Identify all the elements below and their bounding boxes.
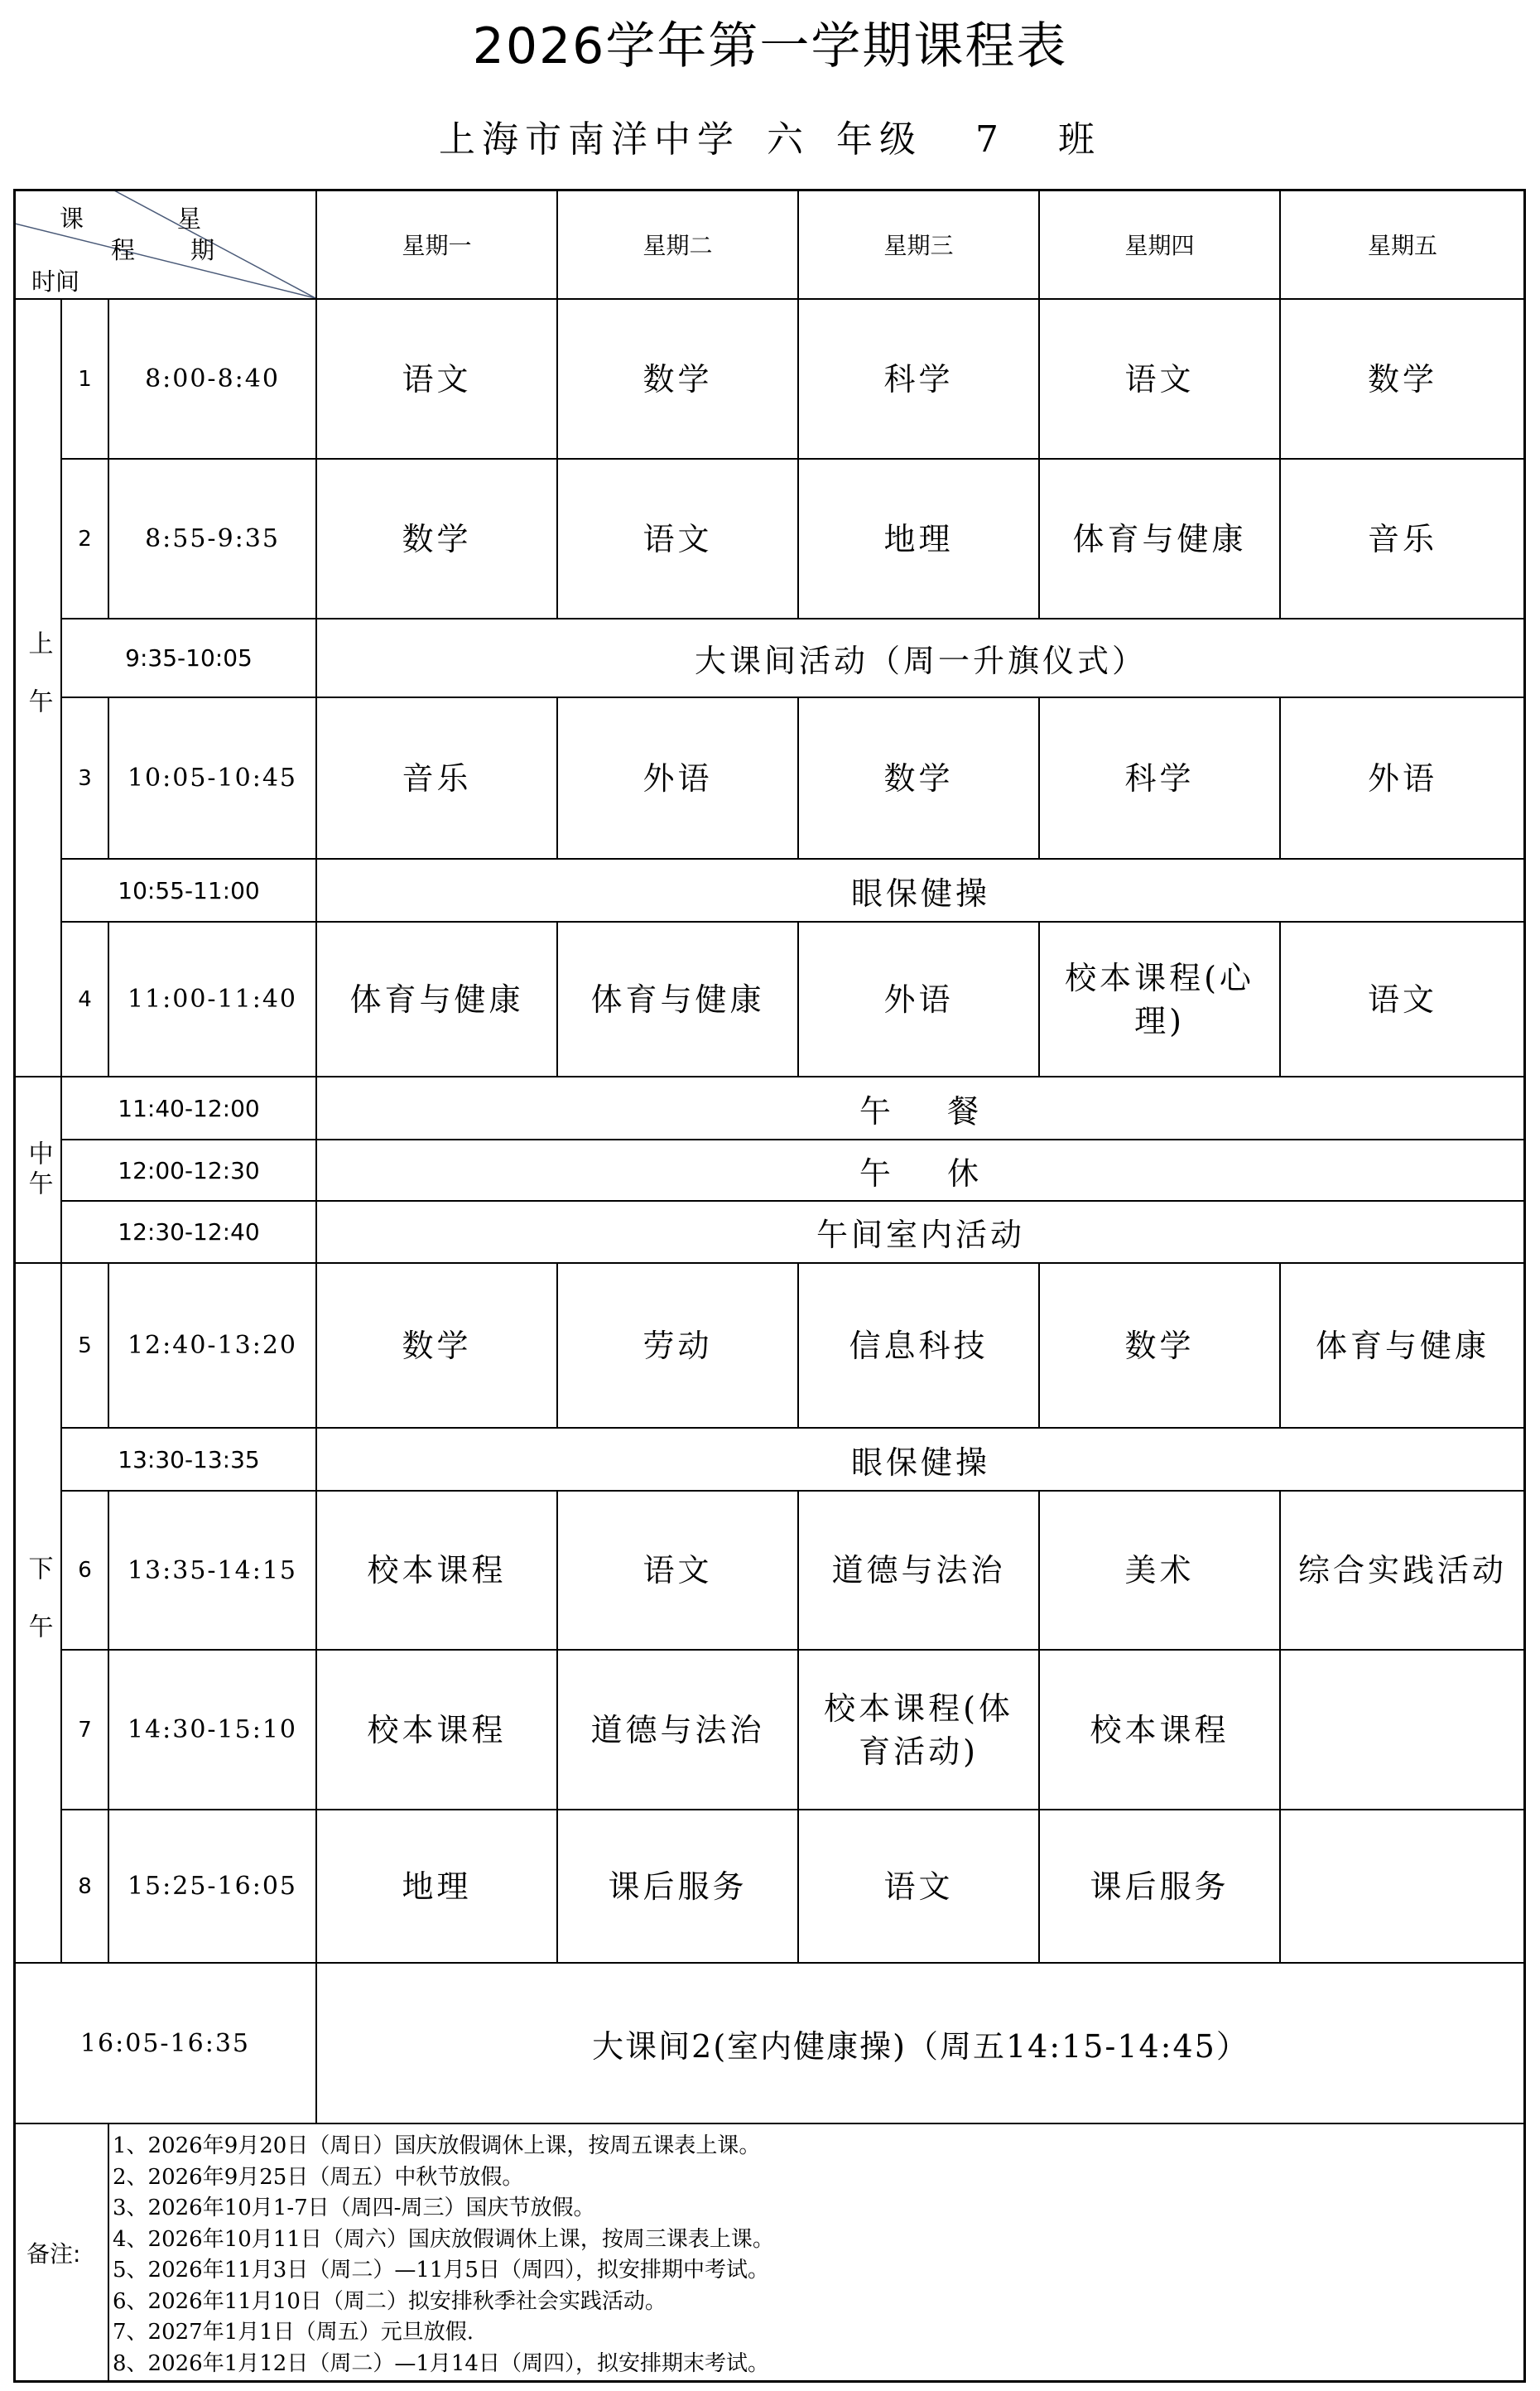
subject-cell: 校本课程: [315, 1490, 558, 1651]
subject-cell: 课后服务: [556, 1809, 799, 1964]
note-item: 3、2026年10月1-7日（周四-周三）国庆节放假。: [113, 2196, 595, 2220]
break-activity: 午 休: [315, 1139, 1526, 1202]
period-time: 8:55-9:35: [108, 458, 317, 619]
break-activity: 眼保健操: [315, 1427, 1526, 1492]
break-activity: 午间室内活动: [315, 1200, 1526, 1264]
subject-cell: 体育与健康: [1038, 458, 1281, 619]
corner-label-cheng: 程: [111, 236, 136, 264]
break-activity: 眼保健操: [315, 858, 1526, 923]
corner-label-xing: 星: [177, 205, 202, 233]
corner-label-ke: 课: [60, 205, 84, 233]
period-number: 4: [60, 921, 109, 1077]
subject-cell: 道德与法治: [556, 1649, 799, 1810]
subject-cell: 校本课程(体育活动): [797, 1649, 1040, 1810]
note-item: 5、2026年11月3日（周二）—11月5日（周四），拟安排期中考试。: [113, 2258, 769, 2283]
period-number: 8: [60, 1809, 109, 1964]
break-time: 13:30-13:35: [60, 1427, 317, 1492]
period-time: 8:00-8:40: [108, 298, 317, 460]
corner-label-time: 时间: [31, 268, 80, 296]
subject-cell: 数学: [1279, 298, 1526, 460]
subject-cell: 地理: [315, 1809, 558, 1964]
page-title: 2026学年第一学期课程表: [472, 17, 1068, 75]
subject-cell: 数学: [315, 1262, 558, 1429]
class-subtitle: 上海市南洋中学 六 年级 7 班: [439, 118, 1101, 161]
day-header: 星期四: [1038, 189, 1281, 300]
subject-cell: 数学: [1038, 1262, 1281, 1429]
subject-cell: 语文: [315, 298, 558, 460]
subject-cell: [1279, 1649, 1526, 1810]
break-time: 12:30-12:40: [60, 1200, 317, 1264]
subject-cell: [1279, 1809, 1526, 1964]
period-number: 5: [60, 1262, 109, 1429]
break-time: 12:00-12:30: [60, 1139, 317, 1202]
subject-cell: 劳动: [556, 1262, 799, 1429]
period-time: 14:30-15:10: [108, 1649, 317, 1810]
day-header: 星期五: [1279, 189, 1526, 300]
subject-cell: 数学: [315, 458, 558, 619]
subject-cell: 校本课程: [1038, 1649, 1281, 1810]
note-item: 8、2026年1月12日（周二）—1月14日（周四），拟安排期末考试。: [113, 2350, 769, 2376]
note-item: 7、2027年1月1日（周五）元旦放假.: [113, 2320, 474, 2345]
subject-cell: 数学: [797, 697, 1040, 860]
period-number: 3: [60, 697, 109, 860]
period-time: 13:35-14:15: [108, 1490, 317, 1651]
section-afternoon: 下午: [13, 1262, 62, 1964]
note-item: 6、2026年11月10日（周二）拟安排秋季社会实践活动。: [113, 2288, 667, 2314]
day-header: 星期一: [315, 189, 558, 300]
break-time: 11:40-12:00: [60, 1076, 317, 1140]
period-time: 10:05-10:45: [108, 697, 317, 860]
break-activity: 大课间2(室内健康操)（周五14:15-14:45）: [315, 1962, 1526, 2124]
subject-cell: 地理: [797, 458, 1040, 619]
break-time: 9:35-10:05: [60, 618, 317, 698]
subject-cell: 语文: [797, 1809, 1040, 1964]
period-number: 1: [60, 298, 109, 460]
subject-cell: 综合实践活动: [1279, 1490, 1526, 1651]
note-item: 4、2026年10月11日（周六）国庆放假调休上课，按周三课表上课。: [113, 2226, 774, 2252]
subject-cell: 科学: [1038, 697, 1281, 860]
break-time: 10:55-11:00: [60, 858, 317, 923]
break-activity: 大课间活动（周一升旗仪式）: [315, 618, 1526, 698]
period-number: 7: [60, 1649, 109, 1810]
subject-cell: 体育与健康: [556, 921, 799, 1077]
period-number: 2: [60, 458, 109, 619]
note-item: 2、2026年9月25日（周五）中秋节放假。: [113, 2164, 524, 2190]
day-header: 星期二: [556, 189, 799, 300]
notes-list: [108, 2123, 1526, 2383]
subject-cell: 美术: [1038, 1490, 1281, 1651]
section-morning: 上午: [13, 298, 62, 1077]
notes-label: 备注:: [13, 2123, 109, 2383]
subject-cell: 语文: [556, 458, 799, 619]
subject-cell: 音乐: [315, 697, 558, 860]
subject-cell: 科学: [797, 298, 1040, 460]
period-number: 6: [60, 1490, 109, 1651]
subject-cell: 外语: [797, 921, 1040, 1077]
break-activity: 午 餐: [315, 1076, 1526, 1140]
subject-cell: 外语: [556, 697, 799, 860]
subject-cell: 校本课程(心理): [1038, 921, 1281, 1077]
subject-cell: 外语: [1279, 697, 1526, 860]
subject-cell: 语文: [1279, 921, 1526, 1077]
note-item: 1、2026年9月20日（周日）国庆放假调休上课，按周五课表上课。: [113, 2133, 761, 2158]
subject-cell: 数学: [556, 298, 799, 460]
break-time: 16:05-16:35: [13, 1962, 317, 2124]
period-time: 12:40-13:20: [108, 1262, 317, 1429]
subject-cell: 语文: [556, 1490, 799, 1651]
corner-label-qi: 期: [190, 236, 215, 264]
subject-cell: 体育与健康: [315, 921, 558, 1077]
period-time: 15:25-16:05: [108, 1809, 317, 1964]
section-noon: 中午: [13, 1076, 62, 1264]
subject-cell: 信息科技: [797, 1262, 1040, 1429]
subject-cell: 校本课程: [315, 1649, 558, 1810]
subject-cell: 体育与健康: [1279, 1262, 1526, 1429]
subject-cell: 道德与法治: [797, 1490, 1040, 1651]
subject-cell: 课后服务: [1038, 1809, 1281, 1964]
period-time: 11:00-11:40: [108, 921, 317, 1077]
day-header: 星期三: [797, 189, 1040, 300]
subject-cell: 语文: [1038, 298, 1281, 460]
header-corner: [13, 189, 317, 300]
subject-cell: 音乐: [1279, 458, 1526, 619]
